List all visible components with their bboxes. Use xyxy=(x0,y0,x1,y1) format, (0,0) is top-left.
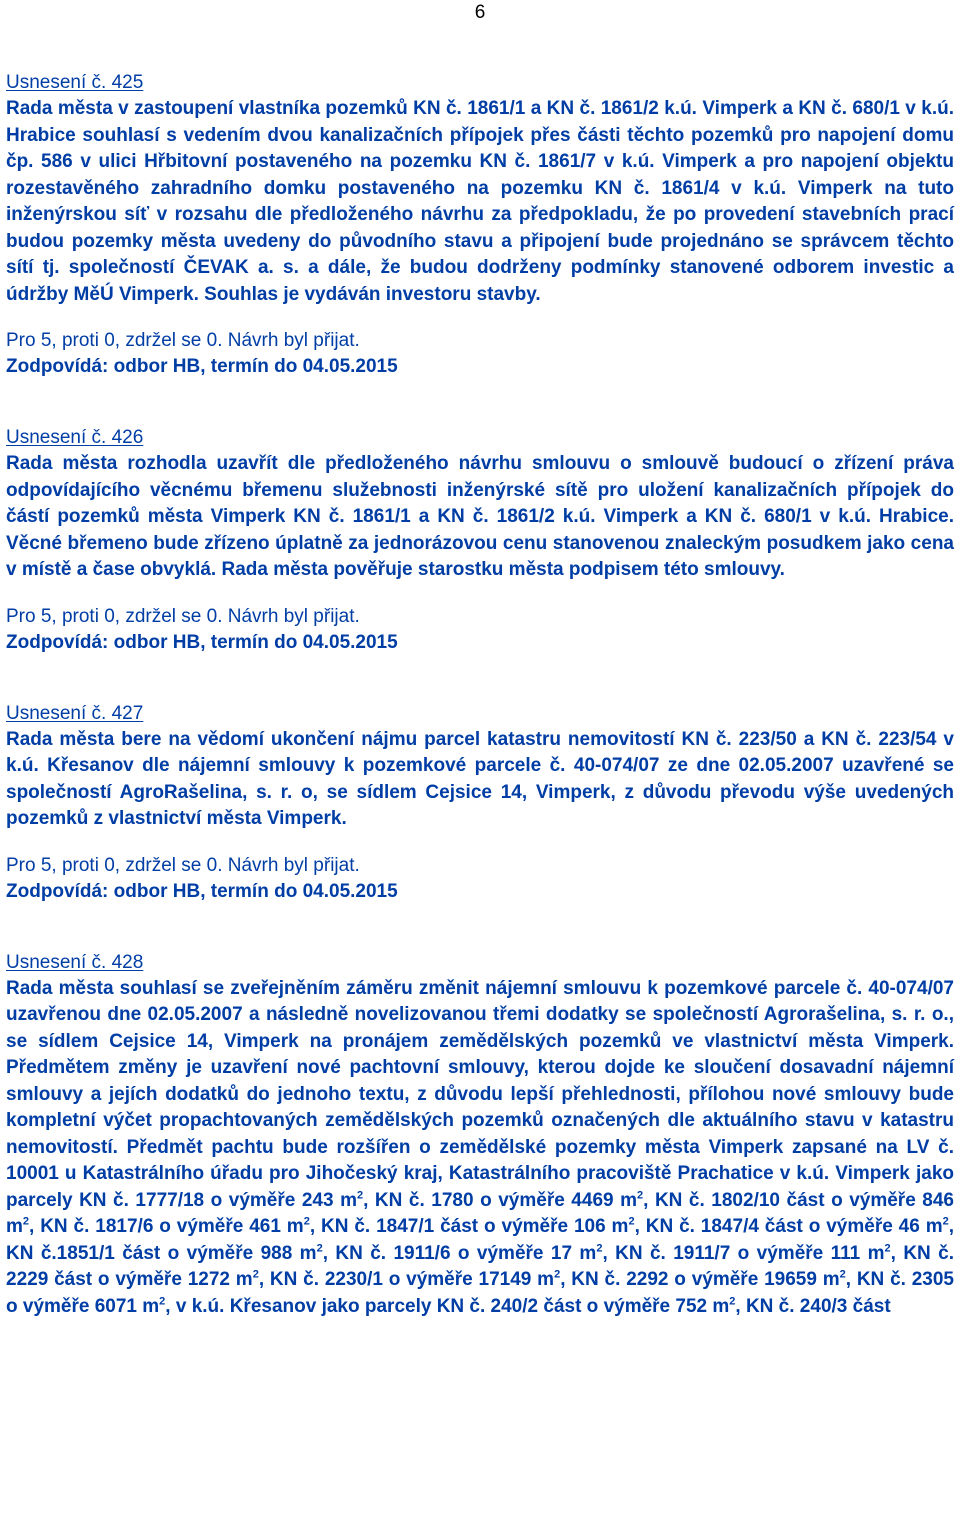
superscript: 2 xyxy=(596,1242,603,1255)
parcel-item: , KN č. 1802/10 část o výměře 846 m xyxy=(6,1189,955,1237)
parcel-item: , KN č. 1911/7 o výměře 111 m xyxy=(602,1242,885,1264)
parcel-item: , KN č. 2230/1 o výměře 17149 m xyxy=(258,1269,555,1290)
resolution-title: Usnesení č. 427 xyxy=(6,702,144,724)
parcel-item: , KN č. 240/3 část xyxy=(735,1295,891,1317)
responsibility: Zodpovídá: odbor HB, termín do 04.05.2015 xyxy=(6,631,398,653)
parcel-item: , KN č. 1847/4 část o výměře 46 m xyxy=(634,1216,943,1237)
resolution-title: Usnesení č. 426 xyxy=(6,427,144,448)
parcel-item: , KN č. 2229 část o výměře 1272 m xyxy=(6,1242,955,1290)
page-number: 6 xyxy=(474,2,486,23)
vote-result: Pro 5, proti 0, zdržel se 0. Návrh byl přijat. xyxy=(6,605,360,627)
resolution-title: Usnesení č. 428 xyxy=(6,951,144,973)
superscript: 2 xyxy=(942,1215,949,1228)
resolution-body: Rada města v zastoupení vlastníka pozemků KN č. 1861/1 a KN č. 1861/2 k.ú. Vimperk a KN č. 680/1 v k.ú. Hrabice souhlasí s vedením dvou kanalizačních přípojek přes části těchto pozemků pro napojení domu čp. 586 v ulici Hřbitovní postaveného na pozemku KN č. 1861/7 v k.ú. Vimperk a pro napojení objektu rozestavěného zahradního domku postaveného na pozemku KN č. 1861/4 v k.ú. Vimperk na tuto inženýrskou síť v rozsahu dle předloženého návrhu za předpokladu, že po provedení stavebních prací budou pozemky města uvedeny do původního stavu a připojení bude projednáno se správcem těchto sítí tj. společností ČEVAK a. s. a dále, že budou dodrženy podmínky stanovené odborem investic a údržby MěÚ Vimperk. Souhlas je vydáván investoru stavby. xyxy=(6,98,954,305)
resolution-body-intro: Rada města souhlasí se zveřejněním záměru změnit nájemní smlouvu k pozemkové parcele č. 40-074/07 uzavřenou dne 02.05.2007 a následně novelizovanou třemi dodatky se společností Agrorašelina, s. r. o., se sídlem Cejsice 14, Vimperk na pronájem zemědělských pozemků ve vlastnictví města Vimperk. Předmětem změny je uzavření nové pachtovní smlouvy, kterou dojde ke sloučení dosavadní nájemní smlouvy a jejích dodatků do jednoho textu, z důvodu lepší přehlednosti, přílohou nové smlouvy bude kompletní výčet propachtovaných zemědělských pozemků označených dle aktuálního stavu v katastru nemovitostí. Předmět pachtu bude rozšířen o zemědělské pozemky města Vimperk zapsané na LV č. 10001 u Katastrálního úřadu pro Jihočeský kraj, Katastrálního pracoviště Prachatice v k.ú. Vimperk jako parcely KN č. 1777/18 o výměře 243 m xyxy=(6,977,954,1211)
parcel-item: , KN č.1851/1 část o výměře 988 m xyxy=(6,1216,954,1264)
resolution-427 xyxy=(6,701,954,905)
superscript: 2 xyxy=(316,1242,323,1255)
responsibility: Zodpovídá: odbor HB, termín do 04.05.2015 xyxy=(6,356,398,377)
vote-result: Pro 5, proti 0, zdržel se 0. Návrh byl přijat. xyxy=(6,854,360,876)
superscript: 2 xyxy=(357,1189,364,1202)
parcel-item: , KN č. 1847/1 část o výměře 106 m xyxy=(309,1216,629,1237)
resolution-body: Rada města rozhodla uzavřít dle předloženého návrhu smlouvu o smlouvě budoucí o zřízení práva odpovídajícího věcnému břemenu služebnosti inženýrské sítě pro uložení kanalizačních přípojek do částí pozemků města Vimperk KN č. 1861/1 a KN č. 1861/2 k.ú. Vimperk a KN č. 680/1 v k.ú. Hrabice. Věcné břemeno bude zřízeno úplatně za jednorázovou cenu stanovenou znaleckým posudkem jako cena v místě a čase obvyklá. Rada města pověřuje starostku města podpisem této smlouvy. xyxy=(6,453,954,580)
superscript: 2 xyxy=(637,1189,644,1202)
resolution-title: Usnesení č. 425 xyxy=(6,72,144,93)
resolution-body xyxy=(6,976,954,1321)
vote-result: Pro 5, proti 0, zdržel se 0. Návrh byl přijat. xyxy=(6,330,360,351)
parcel-item: , KN č. 1911/6 o výměře 17 m xyxy=(322,1242,597,1264)
superscript: 2 xyxy=(554,1268,561,1281)
superscript: 2 xyxy=(303,1215,310,1228)
parcel-item: , KN č. 2305 o výměře 6071 m xyxy=(6,1269,955,1317)
superscript: 2 xyxy=(159,1295,166,1308)
parcel-item: , v k.ú. Křesanov jako parcely KN č. 240/2 část o výměře 752 m xyxy=(165,1295,730,1317)
parcel-item: , KN č. 1780 o výměře 4469 m xyxy=(363,1189,638,1211)
resolution-body: Rada města bere na vědomí ukončení nájmu parcel katastru nemovitostí KN č. 223/50 a KN č. 223/54 v k.ú. Křesanov dle nájemní smlouvy k pozemkové parcele č. 40-074/07 ze dne 02.05.2007 uzavřené se společností AgroRašelina, s. r. o, se sídlem Cejsice 14, Vimperk, z důvodu převodu výše uvedených pozemků z vlastnictví města Vimperk. xyxy=(6,728,954,829)
parcel-item: , KN č. 2292 o výměře 19659 m xyxy=(560,1269,840,1290)
superscript: 2 xyxy=(884,1242,891,1255)
superscript: 2 xyxy=(628,1215,635,1228)
superscript: 2 xyxy=(22,1215,30,1228)
superscript: 2 xyxy=(839,1268,846,1281)
superscript: 2 xyxy=(729,1295,736,1308)
superscript: 2 xyxy=(252,1268,259,1281)
resolution-428 xyxy=(6,950,954,1321)
parcel-item: , KN č. 1817/6 o výměře 461 m xyxy=(29,1216,304,1237)
document-content xyxy=(6,70,954,1320)
resolution-425 xyxy=(6,70,954,380)
resolution-426 xyxy=(6,425,954,656)
responsibility: Zodpovídá: odbor HB, termín do 04.05.2015 xyxy=(6,880,398,902)
